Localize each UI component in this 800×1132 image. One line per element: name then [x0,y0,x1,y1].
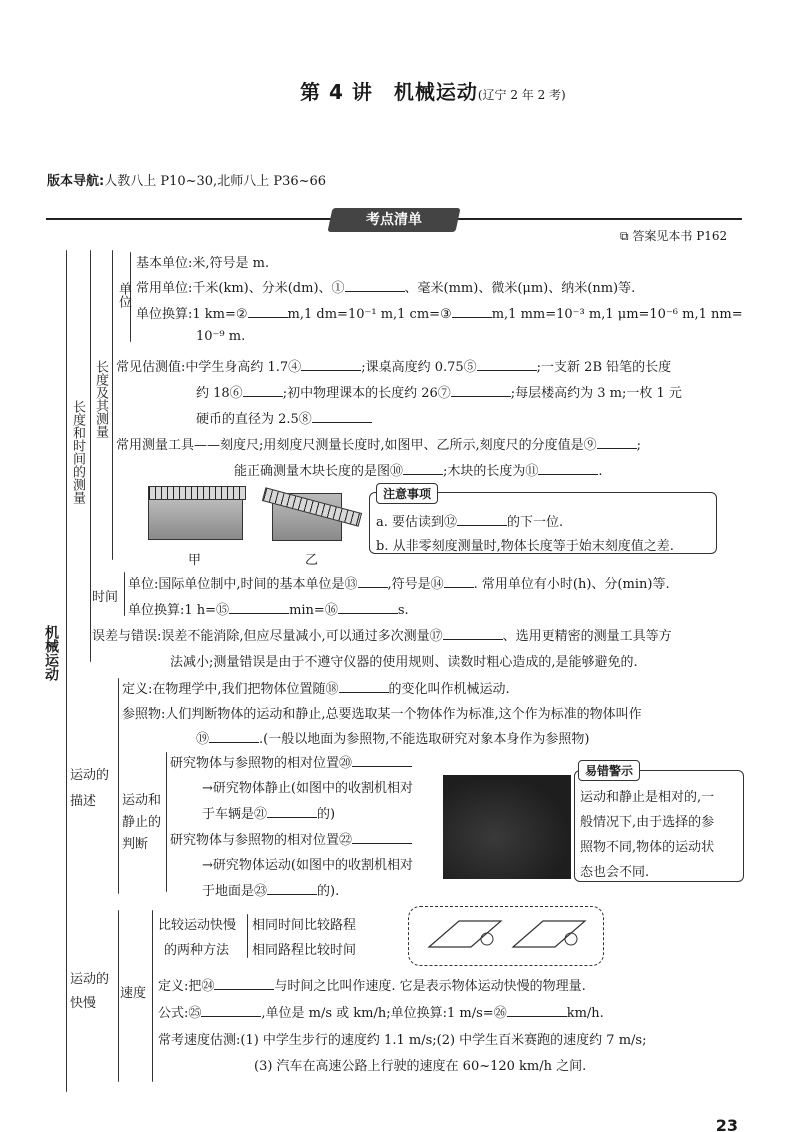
speed-label: 速度 [120,986,147,1001]
speed-estimate-1: 常考速度估测:(1) 中学生步行的速度约 1.1 m/s;(2) 中学生百米赛跑的速度约 7 m/s; [158,1033,647,1048]
blank-19[interactable] [209,731,259,743]
race-illustration [408,906,604,966]
length-label: 长度及其测量 [93,360,108,438]
blank-25[interactable] [201,1005,261,1017]
reference-line-1: 参照物:人们判断物体的运动和静止,总要选取某一个物体作为标准,这个作为标准的物体叫作 [122,707,642,722]
speed-definition: 定义:把㉔ 与时间之比叫作速度. 它是表示物体运动快慢的物理量. [158,979,586,994]
time-label: 时间 [92,590,119,605]
time-unit: 单位:国际单位制中,时间的基本单位是⑬ ,符号是⑭ . 常用单位有小时(h)、分(min)等. [128,577,670,592]
motion-speed-brace [118,910,119,1082]
judge-line-4: 研究物体与参照物的相对位置㉒ [170,829,412,848]
note-b: b. 从非零刻度测量时,物体长度等于始末刻度值之差. [376,539,674,554]
unit-conversion-nm: 10⁻⁹ m. [196,329,246,344]
time-conversion: 单位换算:1 h=⑮ min=⑯ s. [128,603,409,618]
title-note: (辽宁 2 年 2 考) [477,88,566,102]
page-number: 23 [715,1116,738,1132]
estimate-line-3: 硬币的直径为 2.5⑧ [196,408,372,427]
common-unit: 常用单位:千米(km)、分米(dm)、① 、毫米(mm)、微米(μm)、纳米(nm)等. [136,281,636,296]
blank-23[interactable] [267,883,317,895]
blank-5[interactable] [477,359,537,371]
warning-line-2: 般情况下,由于选择的参 [580,815,715,830]
wood-block-a [148,498,243,540]
answer-reference: ⧉ 答案见本书 P162 [620,229,728,243]
speed-brace [152,910,153,1082]
version-nav: 版本导航:人教八上 P10~30,北师八上 P36~66 [47,174,327,189]
blank-1[interactable] [345,280,405,292]
blank-11[interactable] [538,463,598,475]
blank-2[interactable] [248,306,288,318]
blank-21[interactable] [267,806,317,818]
length-time-brace [90,250,91,662]
section-banner: 考点清单 [327,208,460,232]
motion-definition: 定义:在物理学中,我们把物体位置随⑱ 的变化叫作机械运动. [122,682,510,697]
speed-formula: 公式:㉕ ,单位是 m/s 或 km/h;单位换算:1 m/s=㉖ km/h. [158,1006,604,1021]
main-brace [66,250,67,1092]
main-label: 机械运动 [43,625,59,681]
motion-judge-label: 运动和静止的判断 [122,793,162,852]
ruler-a [148,486,246,500]
page-title: 第 4 讲 机械运动(辽宁 2 年 2 考) [300,80,566,104]
blank-6[interactable] [243,385,283,397]
warning-line-3: 照物不同,物体的运动状 [580,840,715,855]
compare-method-2: 相同路程比较时间 [252,943,357,958]
blank-7[interactable] [451,385,511,397]
estimate-line-1: 常见估测值:中学生身高约 1.7④ ;课桌高度约 0.75⑤ ;一支新 2B 铅笔的长度 [116,360,672,375]
estimate-line-2: 约 18⑥ ;初中物理课本的长度约 26⑦ ;每层楼高约为 3 m;一枚 1 元 [196,386,682,401]
blank-13[interactable] [358,576,388,588]
judge-line-3: 于车辆是㉑ 的) [202,807,336,822]
note-title: 注意事项 [376,483,438,504]
compare-brace [247,914,248,958]
tool-line-1: 常用测量工具——刻度尺;用刻度尺测量长度时,如图甲、乙所示,刻度尺的分度值是⑨ ; [116,438,642,453]
compare-method-1: 相同时间比较路程 [252,918,357,933]
motion-speed-label: 运动的快慢 [70,972,110,1011]
basic-unit: 基本单位:米,符号是 m. [136,256,270,271]
unit-label: 单位 [116,282,131,308]
blank-8[interactable] [312,411,372,423]
race-tracks-icon [409,907,605,967]
judge-line-2: →研究物体静止(如图中的收割机相对 [202,781,413,796]
warning-line-4: 态也会不同. [580,865,650,880]
blank-3[interactable] [452,306,492,318]
motion-desc-label: 运动的描述 [70,768,110,809]
blank-15[interactable] [229,602,289,614]
time-brace [124,572,125,616]
length-brace [112,250,113,560]
blank-20[interactable] [352,755,412,767]
warning-line-1: 运动和静止是相对的,一 [580,790,715,805]
error-line-1: 误差与错误:误差不能消除,但应尽量减小,可以通过多次测量⑰ 、选用更精密的测量工具等方 [92,629,672,644]
error-line-2: 法减小;测量错误是由于不遵守仪器的使用规则、读数时粗心造成的,是能够避免的. [170,655,638,670]
judge-line-1: 研究物体与参照物的相对位置⑳ [170,752,412,771]
note-a: a. 要估读到⑫ 的下一位. [376,515,564,530]
blank-4[interactable] [301,359,361,371]
compare-label-2: 的两种方法 [164,943,230,958]
blank-10[interactable] [403,463,443,475]
blank-22[interactable] [352,832,412,844]
figure-label-a: 甲 [188,553,202,568]
length-time-label: 长度和时间的测量 [70,400,85,504]
judge-line-5: →研究物体运动(如图中的收割机相对 [202,858,413,873]
harvester-photo [443,775,571,879]
tool-line-2: 能正确测量木块长度的是图⑩ ;木块的长度为⑪ . [234,464,603,479]
reference-line-2: ⑲ .(一般以地面为参照物,不能选取研究对象本身作为参照物) [196,732,590,747]
blank-17[interactable] [443,628,503,640]
motion-desc-brace [118,678,119,894]
blank-9[interactable] [597,437,637,449]
judge-line-6: 于地面是㉓ 的). [202,884,340,899]
figure-label-b: 乙 [305,553,319,568]
blank-18[interactable] [339,681,389,693]
blank-26[interactable] [507,1005,567,1017]
motion-judge-brace [166,752,167,892]
unit-conversion: 单位换算:1 km=② m,1 dm=10⁻¹ m,1 cm=③ m,1 mm=10⁻³ m,1 μm=10⁻⁶ m,1 nm= [136,307,743,322]
speed-estimate-2: (3) 汽车在高速公路上行驶的速度在 60~120 km/h 之间. [254,1059,587,1074]
blank-24[interactable] [214,978,274,990]
compare-label: 比较运动快慢 [158,918,237,933]
blank-16[interactable] [338,602,398,614]
blank-14[interactable] [444,576,474,588]
blank-12[interactable] [457,514,507,526]
warning-title: 易错警示 [578,760,640,781]
